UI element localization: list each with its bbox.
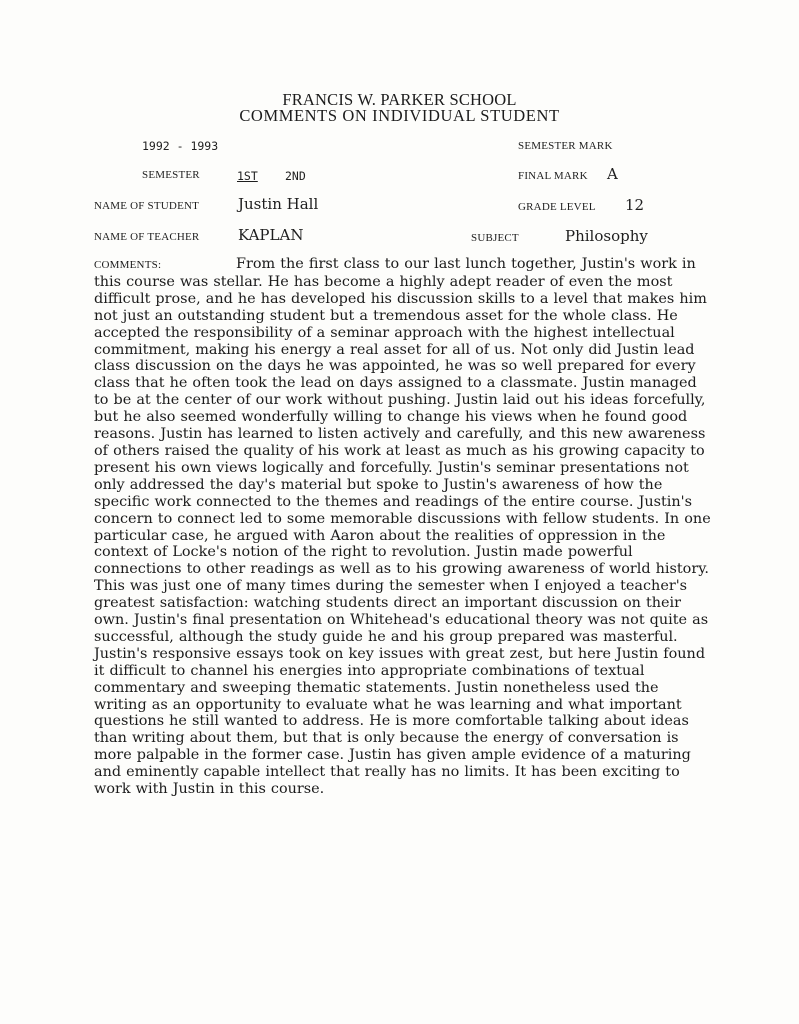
school-name: FRANCIS W. PARKER SCHOOL	[282, 90, 517, 109]
form-title: COMMENTS ON INDIVIDUAL STUDENT	[239, 106, 560, 125]
student-name: Justin Hall	[238, 195, 319, 213]
final-mark-label: FINAL MARK	[518, 170, 588, 182]
final-mark-value: A	[607, 165, 618, 183]
teacher-name-label: NAME OF TEACHER	[94, 231, 200, 243]
comments-label: COMMENTS:	[94, 259, 162, 271]
grade-level-value: 12	[625, 196, 645, 214]
comments-text: From the first class to our last lunch together, Justin's work in this course was stellar. He has become a highly adept reader of even the most difficult prose, and he has developed his discussion skills to a level that makes him not just an outstanding student but a tremendous asset for the whole class. He accepted the responsibility of a seminar approach with the highest intellectual commitment, making his energy a real asset for all of us. Not only did Justin lead class discussion on the days he was appointed, he was so well prepared for every class that he often took the lead on days assigned to a classmate. Justin managed to be at the center of our work without pushing. Justin laid out his ideas forcefully, but he also seemed wonderfully willing to change his views when he found good reasons. Justin has learned to listen actively and carefully, and this new awareness of others raised the quality of his work at least as much as his growing capacity to present his own views logically and forcefully. Justin's seminar presentations not only addressed the day's material but spoke to Justin's awareness of how the specific work connected to the themes and readings of the entire course. Justin's concern to connect led to some memorable discussions with fellow students. In one particular case, he argued with Aaron about the realities of oppression in the context of Locke's notion of the right to revolution. Justin made powerful connections to other readings as well as to his growing awareness of world history. This was just one of many times during the semester when I enjoyed a teacher's greatest satisfaction: watching students direct an important discussion on their own. Justin's final presentation on Whitehead's educational theory was not quite as successful, although the study guide he and his group prepared was masterful. Justin's responsive essays took on key issues with great zest, but here Justin found it difficult to channel his energies into appropriate combinations of textual commentary and sweeping thematic statements. Justin nonetheless used the writing as an opportunity to evaluate what he was learning and what important questions he still wanted to address. He is more comfortable talking about ideas than writing about them, but that is only because the energy of conversation is more palpable in the former case. Justin has given ample evidence of a maturing and eminently capable intellect that really has no limits. It has been exciting to work with Justin in this course.	[94, 256, 711, 798]
semester-second: 2ND	[285, 169, 306, 183]
semester-mark-label: SEMESTER MARK	[518, 140, 613, 152]
comments-body	[94, 256, 714, 798]
student-name-label: NAME OF STUDENT	[94, 200, 200, 212]
subject-value: Philosophy	[565, 227, 648, 245]
teacher-name: KAPLAN	[238, 226, 304, 244]
semester-label: SEMESTER	[142, 169, 200, 181]
subject-label: SUBJECT	[471, 232, 519, 244]
grade-level-label: GRADE LEVEL	[518, 201, 596, 213]
school-year: 1992 - 1993	[142, 139, 219, 153]
semester-first: 1ST	[237, 169, 258, 183]
